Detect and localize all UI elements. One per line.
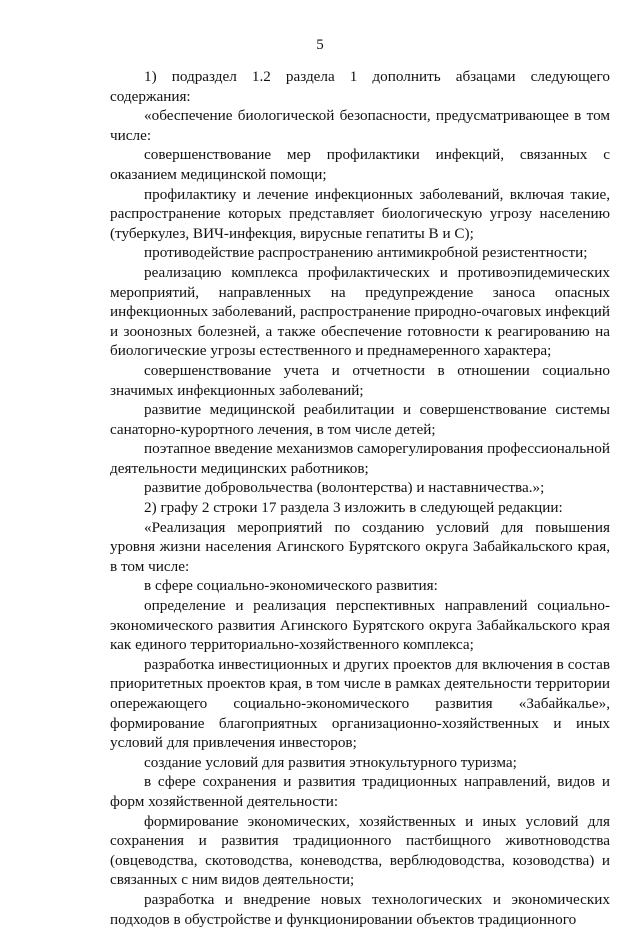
paragraph: определение и реализация перспективных направлений социально-экономического развития Агинского Бурятского округа Забайкальского края как единого территориально-хозяйственного комплекса; bbox=[110, 597, 610, 654]
paragraph: противодействие распространению антимикробной резистентности; bbox=[144, 244, 588, 262]
paragraph: «обеспечение биологической безопасности, предусматривающее в том числе: bbox=[110, 107, 610, 144]
paragraph: развитие добровольчества (волонтерства) и наставничества.»; bbox=[144, 479, 545, 497]
paragraph: реализацию комплекса профилактических и противоэпидемических мероприятий, направленных на предупреждение заноса опасных инфекционных заболеваний, распространение природно-очаговых инфекций и зоонозных болезней, а также обеспечение готовности к реагированию на биологические угрозы естественного и преднамеренного характера; bbox=[110, 263, 610, 360]
paragraph: совершенствование учета и отчетности в отношении социально значимых инфекционных заболеваний; bbox=[110, 361, 610, 399]
page-number: 5 bbox=[316, 37, 324, 53]
document-body bbox=[110, 67, 610, 929]
paragraph: в сфере социально-экономического развития: bbox=[144, 577, 438, 595]
paragraph: создание условий для развития этнокультурного туризма; bbox=[144, 753, 517, 771]
paragraph: совершенствование мер профилактики инфекций, связанных с оказанием медицинской помощи; bbox=[110, 146, 610, 183]
paragraph: разработка и внедрение новых технологических и экономических подходов в обустройстве и функционировании объектов традиционного bbox=[110, 890, 610, 928]
paragraph: 2) графу 2 строки 17 раздела 3 изложить в следующей редакции: bbox=[144, 499, 563, 517]
paragraph: разработка инвестиционных и других проектов для включения в состав приоритетных проектов края, в том числе в рамках деятельности территории опережающего социально-экономического развития «Забайкалье», формирование благоприятных организационно-хозяйственных и иных условий для привлечения инвесторов; bbox=[110, 655, 610, 752]
paragraph: поэтапное введение механизмов саморегулирования профессиональной деятельности медицинских работников; bbox=[110, 440, 610, 477]
paragraph: профилактику и лечение инфекционных заболеваний, включая такие, распространение которых представляет биологическую угрозу населению (туберкулез, ВИЧ-инфекция, вирусные гепатиты В и С); bbox=[110, 185, 610, 242]
paragraph: в сфере сохранения и развития традиционных направлений, видов и форм хозяйственной деятельности: bbox=[110, 773, 610, 810]
paragraph: формирование экономических, хозяйственных и иных условий для сохранения и развития традиционного пастбищного животноводства (овцеводства, скотоводства, коневодства, верблюдоводства, козоводства) и связанных с ним видов деятельности; bbox=[110, 812, 610, 889]
paragraph: «Реализация мероприятий по созданию условий для повышения уровня жизни населения Агинского Бурятского округа Забайкальского края, в том числе: bbox=[110, 518, 610, 575]
paragraph: развитие медицинской реабилитации и совершенствование системы санаторно-курортного лечения, в том числе детей; bbox=[110, 401, 610, 438]
paragraph: 1) подраздел 1.2 раздела 1 дополнить абзацами следующего содержания: bbox=[110, 68, 610, 105]
